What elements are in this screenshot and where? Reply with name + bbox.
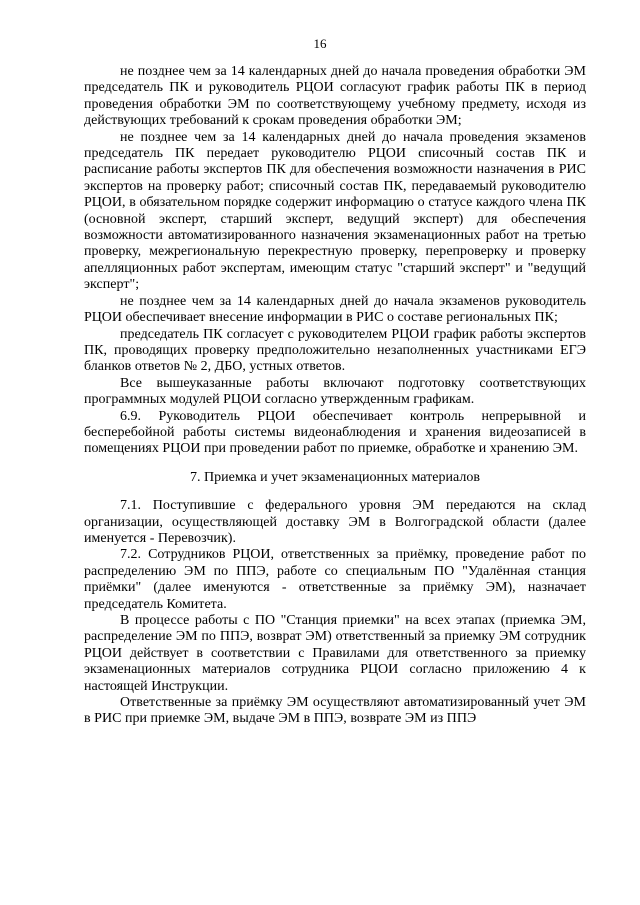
- paragraph-pk-roster: не позднее чем за 14 календарных дней до начала проведения экзаменов председатель ПК передает руководителю РЦОИ списочный состав ПК и расписание работы экспертов ПК для обеспечения возможности назначения в РИС экспертов на проверку работ; списочный состав ПК, передаваемый руководителю РЦОИ, в обязательном порядке содержит информацию о статусе каждого члена ПК (основной эксперт, старший эксперт, ведущий эксперт) для обеспечения возможности автоматизированного назначения экзаменационных работ на третью проверку, межрегиональную перекрестную проверку, перепроверку и проверку апелляционных работ экспертам, имеющим статус "старший эксперт" и "ведущий эксперт";: [84, 129, 586, 293]
- paragraph-experts-schedule: председатель ПК согласует с руководителем РЦОИ график работы экспертов ПК, проводящих проверку предположительно незаполненных участниками ЕГЭ бланков ответов № 2, ДБО, устных ответов.: [84, 326, 586, 375]
- page-number: 16: [313, 36, 327, 51]
- section-heading: 7. Приемка и учет экзаменационных материалов: [189, 469, 481, 485]
- document-body: [84, 64, 586, 728]
- paragraph-6-9: 6.9. Руководитель РЦОИ обеспечивает контроль непрерывной и бесперебойной работы системы видеонаблюдения и хранения видеозаписей в помещениях РЦОИ при проведении работ по приемке, обработке и хранению ЭМ.: [84, 408, 586, 457]
- paragraph-automated-accounting: Ответственные за приёмку ЭМ осуществляют автоматизированный учет ЭМ в РИС при приемке ЭМ, выдаче ЭМ в ППЭ, возврате ЭМ из ППЭ: [84, 695, 586, 727]
- paragraph-station-work: В процессе работы с ПО "Станция приемки" на всех этапах (приемка ЭМ, распределение ЭМ по ППЭ, возврат ЭМ) ответственный за приемку ЭМ сотрудник РЦОИ действует в соответствии с Правилами для ответственного за приемку экзаменационных материалов сотрудника РЦОИ согласно приложению 4 к настоящей Инструкции.: [84, 613, 586, 694]
- paragraph-software-preparation: Все вышеуказанные работы включают подготовку соответствующих программных модулей РЦОИ согласно утвержденным графикам.: [84, 375, 586, 408]
- paragraph-7-2: 7.2. Сотрудников РЦОИ, ответственных за приёмку, проведение работ по распределению ЭМ по ППЭ, работе со специальным ПО "Удалённая станция приёмки" (далее именуются - ответственные за приёмку ЭМ), назначает председатель Комитета.: [84, 547, 586, 612]
- paragraph-7-1: 7.1. Поступившие с федерального уровня ЭМ передаются на склад организации, осуществляющей доставку ЭМ в Волгоградской области (далее именуется - Перевозчик).: [84, 498, 586, 546]
- paragraph-ris-info: не позднее чем за 14 календарных дней до начала экзаменов руководитель РЦОИ обеспечивает внесение информации в РИС о составе региональных ПК;: [84, 293, 586, 326]
- paragraph-pk-schedule: не позднее чем за 14 календарных дней до начала проведения обработки ЭМ председатель ПК и руководитель РЦОИ согласуют график работы ПК в период проведения обработки ЭМ по соответствующему учебному предмету, исходя из действующих требований к срокам проведения обработки ЭМ;: [84, 64, 586, 129]
